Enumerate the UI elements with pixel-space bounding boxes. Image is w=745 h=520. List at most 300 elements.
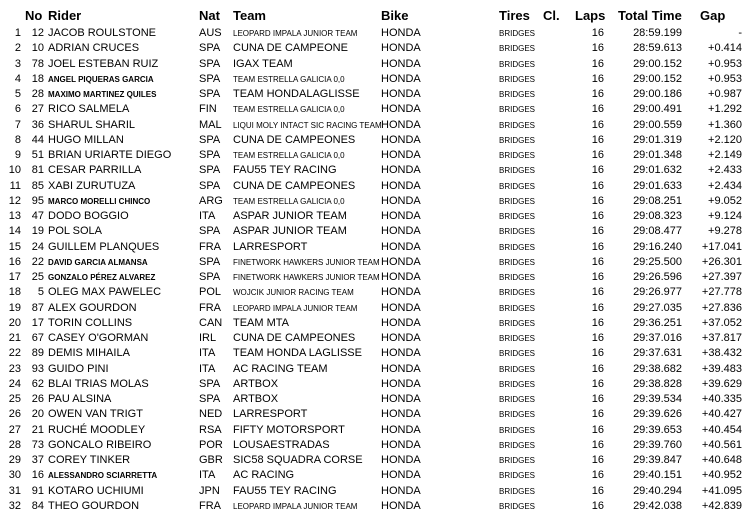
row-position: 31 <box>8 484 21 497</box>
table-row <box>0 255 745 270</box>
row-bike: HONDA <box>381 210 421 222</box>
row-laps: 16 <box>591 393 604 405</box>
row-gap: +9.124 <box>708 210 742 222</box>
row-total-time: 29:39.847 <box>633 454 682 466</box>
row-bike: HONDA <box>381 286 421 299</box>
row-gap: +40.454 <box>701 423 742 436</box>
row-position: 27 <box>8 423 21 436</box>
row-gap: +1.360 <box>708 118 742 131</box>
row-team: LEOPARD IMPALA JUNIOR TEAM <box>233 29 358 38</box>
row-bike: HONDA <box>381 103 421 116</box>
row-total-time: 29:08.477 <box>633 225 682 238</box>
results-table-body <box>0 26 745 514</box>
row-position: 19 <box>8 301 21 314</box>
header-laps: Laps <box>575 8 606 23</box>
row-total-time: 29:39.626 <box>633 408 682 421</box>
row-number: 20 <box>31 408 44 421</box>
row-number: 78 <box>31 57 44 70</box>
row-team: CUNA DE CAMPEONES <box>233 133 356 146</box>
header-tires: Tires <box>499 8 530 23</box>
row-nat: SPA <box>199 255 221 268</box>
row-laps: 16 <box>591 88 604 100</box>
header-rider: Rider <box>48 8 82 23</box>
row-number: 62 <box>31 377 44 390</box>
row-total-time: 29:38.828 <box>633 377 682 390</box>
row-team: WOJCIK JUNIOR RACING TEAM <box>233 288 354 298</box>
header-nat: Nat <box>199 8 220 23</box>
row-position: 2 <box>14 42 21 55</box>
row-rider: TORIN COLLINS <box>48 316 133 329</box>
header-gap: Gap <box>700 8 726 23</box>
row-nat: FIN <box>199 103 217 116</box>
row-bike: HONDA <box>381 57 421 70</box>
table-row <box>0 194 745 209</box>
row-bike: HONDA <box>381 164 421 177</box>
row-nat: JPN <box>199 484 220 497</box>
row-rider: POL SOLA <box>48 225 103 238</box>
row-nat: POR <box>199 438 223 451</box>
row-total-time: 29:39.534 <box>633 393 682 405</box>
row-number: 27 <box>31 103 44 116</box>
row-position: 14 <box>8 225 21 238</box>
row-position: 13 <box>8 210 21 222</box>
row-rider: PAU ALSINA <box>48 393 112 405</box>
table-row <box>0 41 745 56</box>
row-nat: AUS <box>199 27 222 39</box>
row-laps: 16 <box>591 210 604 222</box>
table-row <box>0 163 745 178</box>
row-gap: +40.335 <box>701 393 742 405</box>
table-row <box>0 438 745 453</box>
row-rider: RUCHÉ MOODLEY <box>48 423 146 436</box>
row-rider: OWEN VAN TRIGT <box>48 408 143 421</box>
row-team: CUNA DE CAMPEONE <box>233 42 348 55</box>
row-number: 87 <box>31 301 44 314</box>
row-nat: SPA <box>199 88 221 100</box>
table-row <box>0 285 745 300</box>
row-rider: GONCALO RIBEIRO <box>48 438 152 451</box>
row-rider: KOTARO UCHIUMI <box>48 484 144 497</box>
row-laps: 16 <box>591 179 604 192</box>
row-team: FAU55 TEY RACING <box>233 164 337 177</box>
row-nat: POL <box>199 286 222 299</box>
row-tires: BRIDGES <box>499 501 536 511</box>
table-row <box>0 453 745 468</box>
row-tires: BRIDGES <box>499 318 536 328</box>
row-rider: GONZALO PÉREZ ALVAREZ <box>48 273 156 282</box>
table-row <box>0 499 745 514</box>
row-team: AC RACING TEAM <box>233 362 328 375</box>
row-total-time: 29:01.632 <box>633 164 682 177</box>
row-tires: BRIDGES <box>499 440 536 450</box>
row-team: TEAM HONDA LAGLISSE <box>233 347 362 360</box>
row-total-time: 29:08.323 <box>633 210 682 222</box>
row-bike: HONDA <box>381 484 421 497</box>
row-tires: BRIDGES <box>499 257 536 267</box>
row-gap: +40.648 <box>701 454 742 466</box>
row-tires: BRIDGES <box>499 364 536 374</box>
row-total-time: 29:08.251 <box>633 194 682 207</box>
row-bike: HONDA <box>381 271 421 283</box>
row-team: FAU55 TEY RACING <box>233 484 337 497</box>
row-team: ASPAR JUNIOR TEAM <box>233 225 347 238</box>
row-nat: SPA <box>199 72 221 85</box>
row-position: 11 <box>9 179 21 192</box>
row-tires: BRIDGES <box>499 410 536 420</box>
row-position: 16 <box>8 255 21 268</box>
row-rider: JOEL ESTEBAN RUIZ <box>48 57 159 70</box>
row-gap: +27.397 <box>701 271 742 283</box>
row-nat: MAL <box>199 118 222 131</box>
row-gap: +2.433 <box>708 164 742 177</box>
row-total-time: 29:38.682 <box>633 362 682 375</box>
row-team: LOUSAESTRADAS <box>233 438 330 451</box>
row-laps: 16 <box>591 286 604 299</box>
row-gap: +38.432 <box>701 347 742 360</box>
row-total-time: 29:00.152 <box>633 72 682 85</box>
row-laps: 16 <box>591 164 604 177</box>
row-laps: 16 <box>591 438 604 451</box>
row-tires: BRIDGES <box>499 273 536 282</box>
row-gap: +0.987 <box>708 88 742 100</box>
row-bike: HONDA <box>381 88 421 100</box>
row-team: TEAM ESTRELLA GALICIA 0,0 <box>233 196 345 206</box>
table-row <box>0 270 745 285</box>
row-position: 24 <box>8 377 21 390</box>
row-team: FINETWORK HAWKERS JUNIOR TEAM <box>233 273 380 282</box>
row-laps: 16 <box>591 27 604 39</box>
row-team: ASPAR JUNIOR TEAM <box>233 210 347 222</box>
row-team: ARTBOX <box>233 377 279 390</box>
row-team: FIFTY MOTORSPORT <box>233 423 345 436</box>
row-number: 37 <box>31 454 44 466</box>
row-laps: 16 <box>591 118 604 131</box>
row-nat: RSA <box>199 423 222 436</box>
row-gap: +9.278 <box>708 225 742 238</box>
row-tires: BRIDGES <box>499 288 536 298</box>
row-gap: +40.952 <box>701 469 742 482</box>
row-bike: HONDA <box>381 469 421 482</box>
row-total-time: 29:37.016 <box>633 332 682 344</box>
row-team: ARTBOX <box>233 393 279 405</box>
row-team: CUNA DE CAMPEONES <box>233 179 356 192</box>
row-tires: BRIDGES <box>499 486 536 496</box>
row-team: IGAX TEAM <box>233 57 293 70</box>
row-rider: ALEX GOURDON <box>48 301 137 314</box>
row-tires: BRIDGES <box>499 227 536 237</box>
row-rider: BRIAN URIARTE DIEGO <box>48 149 172 161</box>
row-number: 47 <box>31 210 44 222</box>
table-row <box>0 179 745 194</box>
row-tires: BRIDGES <box>499 379 536 389</box>
row-tires: BRIDGES <box>499 303 536 313</box>
row-gap: +17.041 <box>701 240 742 253</box>
row-tires: BRIDGES <box>499 425 536 435</box>
row-nat: SPA <box>199 271 221 283</box>
table-header <box>0 6 745 26</box>
table-row <box>0 133 745 148</box>
row-nat: SPA <box>199 57 221 70</box>
row-total-time: 28:59.613 <box>633 42 682 55</box>
row-tires: BRIDGES <box>499 151 536 160</box>
row-gap: +0.953 <box>708 57 742 70</box>
row-tires: BRIDGES <box>499 196 536 206</box>
table-row <box>0 209 745 224</box>
row-nat: NED <box>199 408 223 421</box>
row-rider: JACOB ROULSTONE <box>48 27 156 39</box>
row-team: TEAM MTA <box>233 316 290 329</box>
table-row <box>0 118 745 133</box>
row-total-time: 29:27.035 <box>633 301 682 314</box>
row-bike: HONDA <box>381 255 421 268</box>
row-laps: 16 <box>591 408 604 421</box>
row-total-time: 29:00.186 <box>633 88 682 100</box>
row-bike: HONDA <box>381 499 421 512</box>
row-bike: HONDA <box>381 133 421 146</box>
row-tires: BRIDGES <box>499 242 536 252</box>
row-laps: 16 <box>591 377 604 390</box>
row-number: 89 <box>31 347 44 360</box>
row-rider: XABI ZURUTUZA <box>48 179 136 192</box>
row-laps: 16 <box>591 72 604 85</box>
row-tires: BRIDGES <box>499 105 536 115</box>
table-row <box>0 362 745 377</box>
row-laps: 16 <box>591 499 604 512</box>
row-laps: 16 <box>591 316 604 329</box>
row-number: 26 <box>31 393 44 405</box>
row-rider: CESAR PARRILLA <box>48 164 142 177</box>
row-bike: HONDA <box>381 362 421 375</box>
row-total-time: 29:39.653 <box>633 423 682 436</box>
row-total-time: 29:01.633 <box>633 179 682 192</box>
row-gap: +2.149 <box>708 149 742 161</box>
row-number: 22 <box>31 255 44 268</box>
row-number: 93 <box>31 362 44 375</box>
row-tires: BRIDGES <box>499 456 536 465</box>
row-gap: +40.427 <box>701 408 742 421</box>
row-laps: 16 <box>591 240 604 253</box>
row-laps: 16 <box>591 149 604 161</box>
row-total-time: 29:00.559 <box>633 118 682 131</box>
row-team: LEOPARD IMPALA JUNIOR TEAM <box>233 303 358 313</box>
table-row <box>0 224 745 239</box>
row-gap: +42.839 <box>701 499 742 512</box>
row-tires: BRIDGES <box>499 471 536 481</box>
row-bike: HONDA <box>381 149 421 161</box>
row-number: 24 <box>31 240 44 253</box>
row-nat: ITA <box>199 469 216 482</box>
row-laps: 16 <box>591 225 604 238</box>
row-number: 67 <box>31 332 44 344</box>
row-total-time: 28:59.199 <box>633 27 682 39</box>
row-position: 10 <box>8 164 21 177</box>
row-gap: +26.301 <box>701 255 742 268</box>
row-position: 28 <box>8 438 21 451</box>
row-position: 32 <box>8 499 21 512</box>
row-bike: HONDA <box>381 377 421 390</box>
row-total-time: 29:40.294 <box>633 484 682 497</box>
row-nat: ITA <box>199 210 216 222</box>
row-team: AC RACING <box>233 469 295 482</box>
table-row <box>0 301 745 316</box>
row-position: 30 <box>8 469 21 482</box>
table-row <box>0 423 745 438</box>
row-nat: SPA <box>199 377 221 390</box>
row-nat: FRA <box>199 499 221 512</box>
row-gap: +39.483 <box>701 362 742 375</box>
table-row <box>0 102 745 117</box>
row-position: 1 <box>14 27 21 39</box>
row-position: 21 <box>8 332 21 344</box>
row-team: SIC58 SQUADRA CORSE <box>233 454 363 466</box>
row-team: LARRESPORT <box>233 240 308 253</box>
table-row <box>0 72 745 87</box>
row-tires: BRIDGES <box>499 59 536 69</box>
row-tires: BRIDGES <box>499 29 536 38</box>
row-total-time: 29:25.500 <box>633 255 682 268</box>
row-nat: SPA <box>199 225 221 238</box>
row-bike: HONDA <box>381 423 421 436</box>
row-position: 6 <box>14 103 21 116</box>
row-position: 20 <box>8 316 21 329</box>
row-total-time: 29:00.152 <box>633 57 682 70</box>
row-nat: SPA <box>199 164 221 177</box>
table-row <box>0 57 745 72</box>
row-position: 5 <box>14 88 21 100</box>
row-rider: DAVID GARCIA ALMANSA <box>48 257 148 267</box>
row-gap: +41.095 <box>701 484 742 497</box>
row-total-time: 29:42.038 <box>633 499 682 512</box>
row-gap: +2.120 <box>708 133 742 146</box>
row-rider: OLEG MAX PAWELEC <box>48 286 162 299</box>
row-laps: 16 <box>591 469 604 482</box>
row-gap: +2.434 <box>708 179 742 192</box>
row-number: 51 <box>31 149 44 161</box>
row-gap: +1.292 <box>708 103 742 116</box>
row-team: TEAM ESTRELLA GALICIA 0,0 <box>233 74 345 84</box>
row-position: 4 <box>14 72 21 85</box>
row-number: 95 <box>31 194 44 207</box>
row-total-time: 29:40.151 <box>633 469 682 482</box>
row-nat: FRA <box>199 301 221 314</box>
row-tires: BRIDGES <box>499 181 536 191</box>
row-gap: +27.836 <box>701 301 742 314</box>
row-laps: 16 <box>591 255 604 268</box>
row-tires: BRIDGES <box>499 74 536 84</box>
row-number: 85 <box>31 179 44 192</box>
row-total-time: 29:39.760 <box>633 438 682 451</box>
row-number: 21 <box>31 423 44 436</box>
row-bike: HONDA <box>381 225 421 238</box>
row-position: 9 <box>14 149 21 161</box>
row-number: 36 <box>31 118 44 131</box>
row-tires: BRIDGES <box>499 212 536 221</box>
row-nat: SPA <box>199 179 221 192</box>
row-bike: HONDA <box>381 454 421 466</box>
row-gap: +9.052 <box>708 194 742 207</box>
row-rider: ADRIAN CRUCES <box>48 42 140 55</box>
row-laps: 16 <box>591 484 604 497</box>
table-row <box>0 331 745 346</box>
row-gap: - <box>738 27 742 39</box>
row-team: LIQUI MOLY INTACT SIC RACING TEAM <box>233 120 382 130</box>
row-total-time: 29:16.240 <box>633 240 682 253</box>
row-laps: 16 <box>591 362 604 375</box>
row-nat: ITA <box>199 362 216 375</box>
row-total-time: 29:01.319 <box>633 133 682 146</box>
header-team: Team <box>233 8 266 23</box>
row-laps: 16 <box>591 271 604 283</box>
row-nat: ITA <box>199 347 216 360</box>
table-row <box>0 407 745 422</box>
row-position: 12 <box>8 194 21 207</box>
row-position: 29 <box>8 454 21 466</box>
row-rider: COREY TINKER <box>48 454 131 466</box>
row-position: 25 <box>8 393 21 405</box>
row-tires: BRIDGES <box>499 166 536 176</box>
row-nat: SPA <box>199 149 221 161</box>
row-rider: MARCO MORELLI CHINCO <box>48 196 151 206</box>
row-tires: BRIDGES <box>499 120 536 130</box>
row-total-time: 29:00.491 <box>633 103 682 116</box>
row-bike: HONDA <box>381 301 421 314</box>
row-rider: BLAI TRIAS MOLAS <box>48 377 149 390</box>
table-row <box>0 148 745 163</box>
table-row <box>0 377 745 392</box>
table-row <box>0 87 745 102</box>
row-number: 91 <box>31 484 44 497</box>
row-rider: DODO BOGGIO <box>48 210 129 222</box>
row-number: 73 <box>31 438 44 451</box>
row-tires: BRIDGES <box>499 349 536 359</box>
row-tires: BRIDGES <box>499 90 536 99</box>
row-position: 7 <box>14 118 21 131</box>
row-total-time: 29:26.596 <box>633 271 682 283</box>
row-number: 5 <box>37 286 44 299</box>
row-team: FINETWORK HAWKERS JUNIOR TEAM <box>233 257 380 267</box>
row-total-time: 29:26.977 <box>633 286 682 299</box>
row-position: 23 <box>8 362 21 375</box>
row-rider: DEMIS MIHAILA <box>48 347 130 360</box>
row-team: CUNA DE CAMPEONES <box>233 332 356 344</box>
row-bike: HONDA <box>381 347 421 360</box>
row-team: LEOPARD IMPALA JUNIOR TEAM <box>233 501 358 511</box>
table-row <box>0 26 745 41</box>
row-gap: +27.778 <box>701 286 742 299</box>
row-laps: 16 <box>591 423 604 436</box>
row-nat: SPA <box>199 133 221 146</box>
row-bike: HONDA <box>381 118 421 131</box>
row-bike: HONDA <box>381 332 421 344</box>
row-bike: HONDA <box>381 72 421 85</box>
row-nat: SPA <box>199 393 221 405</box>
row-bike: HONDA <box>381 240 421 253</box>
row-rider: RICO SALMELA <box>48 103 130 116</box>
row-rider: THEO GOURDON <box>48 499 140 512</box>
row-number: 84 <box>31 499 44 512</box>
row-total-time: 29:01.348 <box>633 149 682 161</box>
row-rider: ANGEL PIQUERAS GARCIA <box>48 74 154 84</box>
table-row <box>0 392 745 407</box>
row-rider: GUILLEM PLANQUES <box>48 240 160 253</box>
row-total-time: 29:36.251 <box>633 316 682 329</box>
row-rider: GUIDO PINI <box>48 362 109 375</box>
row-tires: BRIDGES <box>499 334 536 343</box>
row-number: 19 <box>31 225 44 238</box>
row-nat: CAN <box>199 316 223 329</box>
row-nat: FRA <box>199 240 221 253</box>
row-position: 18 <box>8 286 21 299</box>
